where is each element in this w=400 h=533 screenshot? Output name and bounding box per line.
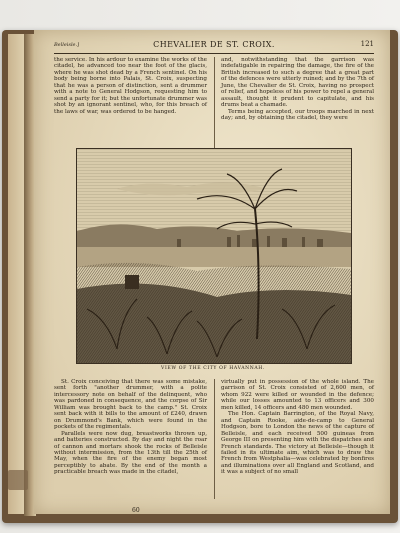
paragraph: virtually put in possession of the whole island. The garrison of St. Croix consisted of 2,600 men, of whom 922 were killed or wounded in the defence; while our losses amounted to 13 officers and 300 men killed, 14 officers and 480 men wounded. xyxy=(221,379,374,411)
paragraph: and, notwithstanding that the garrison was indefatigable in repairing the damage, the fire of the British increased to such a degree that a great part of the defences were utterly ruined; and by the 7th of June, the Chevalier de St. Croix, having no prospect of relief, and hopeless of his power to repel a general assault, thought it prudent to capitulate, and his drums beat a chamade. xyxy=(221,57,374,109)
paragraph: The Hon. Captain Barrington, of the Royal Navy, and Captain Rooke, aide-de-camp to General Hodgson, bore to London the news of the capture of Belleisle, and each received 500 guineas from George III on presenting him with the dispatches and French standards. The victory at Belleisle—though it failed in its ultimate aim, which was to draw the French from Westphalia—was celebrated by bonfires and illuminations over all England and Scotland, and it was a subject of no small xyxy=(221,411,374,476)
running-header xyxy=(54,40,374,52)
cover-corner xyxy=(8,470,28,490)
header-title: CHEVALIER DE ST. CROIX. xyxy=(153,40,275,49)
header-section: Belleisle.] xyxy=(54,42,80,48)
signature-mark: 60 xyxy=(132,507,140,514)
column-left-bottom xyxy=(54,379,207,499)
paragraph: Parallels were now dug, breastworks thrown up, and batteries constructed. By day and night the roar of cannon and mortars shook the rocks of Belleisle without intermission, from the 13th till the 25th of May, when the fire of the enemy began most perceptibly to abate. By the end of the month a practicable breach was made in the citadel, xyxy=(54,430,207,476)
column-divider-bottom xyxy=(214,379,215,499)
engraving-illustration xyxy=(76,148,352,364)
page-number: 121 xyxy=(360,40,374,48)
header-rule xyxy=(54,53,374,54)
book-page xyxy=(34,30,390,514)
paragraph: St. Croix conceiving that there was some mistake, sent forth "another drummer, with a polite intercessory note on behalf of the delinquent, who was pardoned in consequence, and the corpse of Sir William was brought back to the camp." St. Croix sent back with it bills to the amount of £240, drawn on Drummond's Bank, which were found in the pockets of the regimentals. xyxy=(54,379,207,431)
illustration-caption: VIEW OF THE CITY OF HAVANNAH. xyxy=(161,366,265,371)
paragraph: Terms being accepted, our troops marched in next day; and, by obtaining the citadel, they were xyxy=(221,108,374,122)
paragraph: the service. In his ardour to examine the works of the citadel, he advanced too near the foot of the glacis, where he was shot dead by a French sentinel. On his body being borne into Palais, St. Croix, suspecting that he was a person of distinction, sent a drummer with a note to General Hodgson, requesting him to send a party for it; but the unfortunate drummer was shot by an ignorant sentinel, who, for this breach of the laws of war, was ordered to be hanged. xyxy=(54,57,207,115)
column-right-bottom xyxy=(221,379,374,499)
